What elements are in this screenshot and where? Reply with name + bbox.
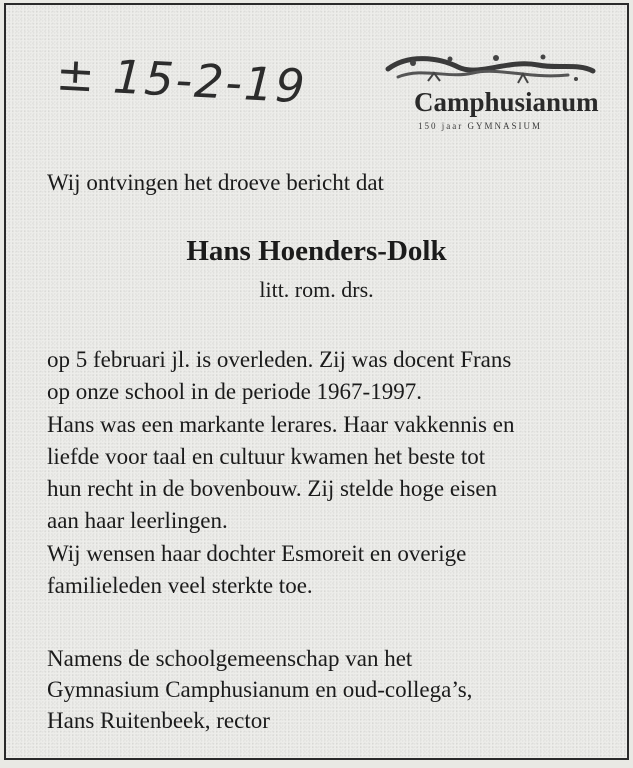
body-line: familieleden veel sterkte toe.	[47, 573, 313, 599]
signature-line: Namens de schoolgemeenschap van het	[47, 646, 413, 671]
deceased-title: litt. rom. drs.	[259, 277, 374, 302]
signature-line: Gymnasium Camphusianum en oud-collega’s,	[47, 677, 473, 702]
body-line: op onze school in de periode 1967-1997.	[47, 379, 422, 405]
signature-line: Hans Ruitenbeek, rector	[47, 708, 270, 733]
school-logo	[378, 49, 598, 139]
signature-block	[47, 643, 472, 736]
body-line: aan haar leerlingen.	[47, 508, 228, 534]
notice-body	[47, 344, 514, 602]
body-line: Hans was een markante lerares. Haar vakkennis en	[47, 411, 515, 437]
body-line: hun recht in de bovenbouw. Zij stelde hoge eisen	[47, 476, 498, 502]
deceased-name: Hans Hoenders-Dolk	[186, 235, 447, 267]
body-line: op 5 februari jl. is overleden. Zij was docent Frans	[47, 347, 512, 372]
logo-name: Camphusianum	[414, 87, 599, 117]
obituary-notice	[4, 3, 629, 760]
body-line: liefde voor taal en cultuur kwamen het beste tot	[47, 443, 486, 469]
logo-tagline: 150 jaar GYMNASIUM	[418, 121, 542, 131]
handwritten-date: ± 15-2-19	[54, 46, 308, 114]
intro-text: Wij ontvingen het droeve bericht dat	[47, 170, 384, 195]
body-line: Wij wensen haar dochter Esmoreit en overige	[47, 540, 467, 566]
